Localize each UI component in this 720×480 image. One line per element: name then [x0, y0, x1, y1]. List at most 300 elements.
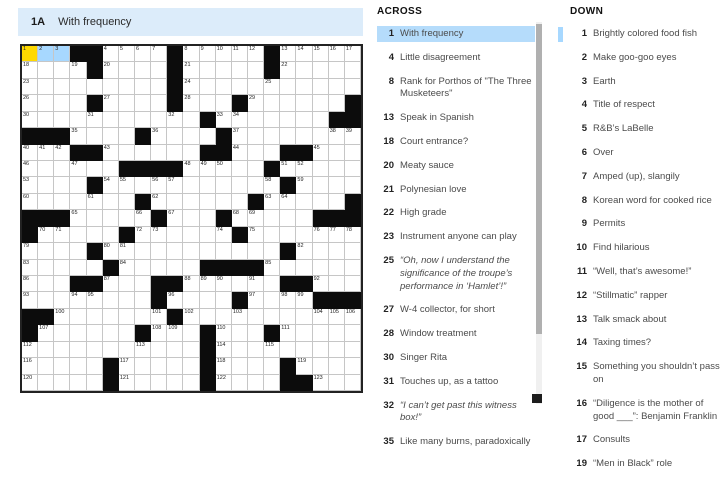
grid-cell[interactable]: [183, 128, 199, 144]
grid-cell[interactable]: [151, 227, 167, 243]
grid-cell[interactable]: [103, 342, 119, 358]
grid-cell[interactable]: [38, 342, 54, 358]
grid-cell[interactable]: [70, 260, 86, 276]
grid-cell[interactable]: [313, 177, 329, 193]
down-clue-12[interactable]: [570, 288, 720, 304]
grid-cell[interactable]: [119, 292, 135, 308]
grid-cell[interactable]: [296, 260, 312, 276]
grid-cell[interactable]: [248, 112, 264, 128]
grid-cell[interactable]: [54, 342, 70, 358]
grid-cell[interactable]: [167, 292, 183, 308]
grid-cell[interactable]: [22, 112, 38, 128]
grid-cell[interactable]: [135, 177, 151, 193]
grid-cell[interactable]: [232, 79, 248, 95]
grid-cell[interactable]: [103, 227, 119, 243]
grid-cell[interactable]: [248, 79, 264, 95]
grid-cell[interactable]: [200, 194, 216, 210]
grid-cell[interactable]: [183, 276, 199, 292]
grid-cell[interactable]: [200, 177, 216, 193]
grid-cell[interactable]: [103, 161, 119, 177]
grid-cell[interactable]: [135, 342, 151, 358]
grid-cell[interactable]: [167, 128, 183, 144]
grid-cell[interactable]: [183, 210, 199, 226]
grid-cell[interactable]: [22, 292, 38, 308]
grid-cell[interactable]: [232, 276, 248, 292]
grid-cell[interactable]: [216, 243, 232, 259]
grid-cell[interactable]: [54, 375, 70, 391]
grid-cell[interactable]: [280, 292, 296, 308]
grid-cell[interactable]: [264, 292, 280, 308]
crossword-grid[interactable]: [20, 44, 363, 393]
grid-cell[interactable]: [200, 161, 216, 177]
grid-cell[interactable]: [54, 358, 70, 374]
down-clue-7[interactable]: [570, 169, 720, 185]
down-clue-10[interactable]: [570, 240, 720, 256]
grid-cell[interactable]: [151, 145, 167, 161]
across-clue-18[interactable]: [377, 134, 535, 150]
grid-cell[interactable]: [313, 243, 329, 259]
grid-cell[interactable]: [248, 128, 264, 144]
grid-cell[interactable]: [264, 79, 280, 95]
grid-cell[interactable]: [313, 375, 329, 391]
across-clue-21[interactable]: [377, 182, 535, 198]
grid-cell[interactable]: [135, 309, 151, 325]
grid-cell[interactable]: [70, 128, 86, 144]
grid-cell[interactable]: [232, 145, 248, 161]
grid-cell[interactable]: [22, 342, 38, 358]
grid-cell[interactable]: [183, 309, 199, 325]
grid-cell[interactable]: [87, 325, 103, 341]
grid-cell[interactable]: [87, 227, 103, 243]
grid-cell[interactable]: [183, 342, 199, 358]
grid-cell[interactable]: [296, 46, 312, 62]
grid-cell[interactable]: [296, 161, 312, 177]
grid-cell[interactable]: [264, 375, 280, 391]
grid-cell[interactable]: [119, 375, 135, 391]
grid-cell[interactable]: [151, 325, 167, 341]
grid-cell[interactable]: [313, 358, 329, 374]
grid-cell[interactable]: [296, 309, 312, 325]
grid-cell[interactable]: [54, 95, 70, 111]
across-scrollbar[interactable]: [536, 22, 542, 404]
grid-cell[interactable]: [167, 210, 183, 226]
grid-cell[interactable]: [232, 325, 248, 341]
grid-cell[interactable]: [135, 145, 151, 161]
grid-cell[interactable]: [183, 112, 199, 128]
grid-cell[interactable]: [70, 325, 86, 341]
grid-cell[interactable]: [248, 62, 264, 78]
grid-cell[interactable]: [264, 309, 280, 325]
grid-cell[interactable]: [38, 260, 54, 276]
grid-cell[interactable]: [119, 309, 135, 325]
grid-cell[interactable]: [248, 227, 264, 243]
grid-cell[interactable]: [232, 243, 248, 259]
grid-cell[interactable]: [87, 128, 103, 144]
grid-cell[interactable]: [38, 276, 54, 292]
grid-cell[interactable]: [313, 62, 329, 78]
grid-cell[interactable]: [151, 375, 167, 391]
grid-cell[interactable]: [313, 309, 329, 325]
grid-cell[interactable]: [329, 79, 345, 95]
grid-cell[interactable]: [151, 177, 167, 193]
grid-cell[interactable]: [345, 79, 361, 95]
grid-cell[interactable]: [313, 128, 329, 144]
grid-cell[interactable]: [216, 161, 232, 177]
grid-cell[interactable]: [216, 194, 232, 210]
grid-cell[interactable]: [248, 309, 264, 325]
grid-cell[interactable]: [216, 46, 232, 62]
grid-cell[interactable]: [183, 62, 199, 78]
grid-cell[interactable]: [248, 292, 264, 308]
grid-cell[interactable]: [151, 358, 167, 374]
across-clue-22[interactable]: [377, 205, 535, 221]
grid-cell[interactable]: [151, 112, 167, 128]
grid-cell[interactable]: [38, 325, 54, 341]
grid-cell[interactable]: [87, 210, 103, 226]
grid-cell[interactable]: [345, 128, 361, 144]
down-clue-2[interactable]: [570, 50, 720, 66]
grid-cell[interactable]: [135, 276, 151, 292]
grid-cell[interactable]: [280, 342, 296, 358]
grid-cell[interactable]: [151, 309, 167, 325]
grid-cell[interactable]: [103, 325, 119, 341]
grid-cell[interactable]: [216, 62, 232, 78]
grid-cell[interactable]: [248, 210, 264, 226]
grid-cell[interactable]: [38, 161, 54, 177]
grid-cell[interactable]: [264, 128, 280, 144]
grid-cell[interactable]: [119, 194, 135, 210]
grid-cell[interactable]: [151, 62, 167, 78]
grid-cell[interactable]: [296, 128, 312, 144]
grid-cell[interactable]: [135, 358, 151, 374]
grid-cell[interactable]: [22, 194, 38, 210]
grid-cell[interactable]: [70, 95, 86, 111]
grid-cell[interactable]: [329, 325, 345, 341]
grid-cell[interactable]: [296, 358, 312, 374]
grid-cell[interactable]: [103, 243, 119, 259]
grid-cell[interactable]: [248, 145, 264, 161]
grid-cell[interactable]: [280, 309, 296, 325]
grid-cell[interactable]: [87, 309, 103, 325]
grid-cell[interactable]: [329, 309, 345, 325]
grid-cell[interactable]: [280, 128, 296, 144]
grid-cell[interactable]: [22, 161, 38, 177]
grid-cell[interactable]: [264, 243, 280, 259]
grid-cell[interactable]: [119, 95, 135, 111]
grid-cell[interactable]: [135, 210, 151, 226]
grid-cell[interactable]: [183, 292, 199, 308]
across-clue-23[interactable]: [377, 229, 535, 245]
grid-cell[interactable]: [296, 342, 312, 358]
grid-cell[interactable]: [200, 46, 216, 62]
grid-cell[interactable]: [280, 227, 296, 243]
grid-cell[interactable]: [22, 177, 38, 193]
grid-cell[interactable]: [329, 161, 345, 177]
grid-cell[interactable]: [345, 342, 361, 358]
grid-cell[interactable]: [313, 260, 329, 276]
grid-cell[interactable]: [183, 95, 199, 111]
grid-cell[interactable]: [264, 210, 280, 226]
grid-cell[interactable]: [313, 276, 329, 292]
grid-cell[interactable]: [216, 95, 232, 111]
grid-cell[interactable]: [119, 145, 135, 161]
grid-cell[interactable]: [38, 145, 54, 161]
grid-cell[interactable]: [183, 325, 199, 341]
grid-cell[interactable]: [103, 112, 119, 128]
grid-cell[interactable]: [167, 260, 183, 276]
grid-cell[interactable]: [313, 46, 329, 62]
grid-cell[interactable]: [38, 227, 54, 243]
grid-cell[interactable]: [216, 227, 232, 243]
grid-cell[interactable]: [70, 309, 86, 325]
grid-cell[interactable]: [70, 112, 86, 128]
grid-cell[interactable]: [87, 161, 103, 177]
grid-cell[interactable]: [167, 358, 183, 374]
grid-cell[interactable]: [54, 177, 70, 193]
grid-cell[interactable]: [232, 358, 248, 374]
grid-cell[interactable]: [264, 145, 280, 161]
grid-cell[interactable]: [329, 62, 345, 78]
grid-cell[interactable]: [70, 227, 86, 243]
grid-cell[interactable]: [135, 243, 151, 259]
grid-cell[interactable]: [200, 95, 216, 111]
grid-cell[interactable]: [329, 227, 345, 243]
across-clue-27[interactable]: [377, 302, 535, 318]
grid-cell[interactable]: [216, 342, 232, 358]
grid-cell[interactable]: [103, 276, 119, 292]
grid-cell[interactable]: [264, 194, 280, 210]
grid-cell[interactable]: [296, 112, 312, 128]
grid-cell[interactable]: [135, 260, 151, 276]
grid-cell[interactable]: [135, 227, 151, 243]
grid-cell[interactable]: [200, 62, 216, 78]
grid-cell[interactable]: [345, 260, 361, 276]
down-clue-16[interactable]: [570, 396, 720, 425]
grid-cell[interactable]: [296, 177, 312, 193]
grid-cell[interactable]: [135, 62, 151, 78]
down-clue-15[interactable]: [570, 359, 720, 388]
grid-cell[interactable]: [22, 79, 38, 95]
grid-cell[interactable]: [38, 243, 54, 259]
grid-cell[interactable]: [280, 194, 296, 210]
grid-cell[interactable]: [183, 260, 199, 276]
grid-cell[interactable]: [135, 375, 151, 391]
grid-cell[interactable]: [70, 342, 86, 358]
grid-cell[interactable]: [87, 358, 103, 374]
grid-cell[interactable]: [119, 342, 135, 358]
grid-cell[interactable]: [329, 342, 345, 358]
grid-cell[interactable]: [38, 46, 54, 62]
grid-cell[interactable]: [296, 79, 312, 95]
grid-cell[interactable]: [38, 177, 54, 193]
grid-cell[interactable]: [119, 62, 135, 78]
grid-cell[interactable]: [119, 358, 135, 374]
grid-cell[interactable]: [313, 227, 329, 243]
grid-cell[interactable]: [313, 145, 329, 161]
grid-cell[interactable]: [329, 375, 345, 391]
grid-cell[interactable]: [38, 375, 54, 391]
grid-cell[interactable]: [87, 342, 103, 358]
grid-cell[interactable]: [103, 95, 119, 111]
grid-cell[interactable]: [313, 95, 329, 111]
grid-cell[interactable]: [22, 46, 38, 62]
grid-cell[interactable]: [103, 145, 119, 161]
grid-cell[interactable]: [232, 375, 248, 391]
grid-cell[interactable]: [313, 79, 329, 95]
across-clue-8[interactable]: [377, 74, 535, 103]
grid-cell[interactable]: [38, 358, 54, 374]
grid-cell[interactable]: [183, 358, 199, 374]
grid-cell[interactable]: [232, 342, 248, 358]
grid-cell[interactable]: [200, 309, 216, 325]
grid-cell[interactable]: [280, 46, 296, 62]
grid-cell[interactable]: [183, 161, 199, 177]
grid-cell[interactable]: [38, 194, 54, 210]
across-clue-30[interactable]: [377, 350, 535, 366]
across-scrollbar-thumb[interactable]: [536, 24, 542, 334]
grid-cell[interactable]: [54, 145, 70, 161]
grid-cell[interactable]: [70, 62, 86, 78]
down-clue-3[interactable]: [570, 74, 720, 90]
grid-cell[interactable]: [200, 210, 216, 226]
grid-cell[interactable]: [345, 243, 361, 259]
grid-cell[interactable]: [248, 375, 264, 391]
grid-cell[interactable]: [280, 62, 296, 78]
grid-cell[interactable]: [264, 95, 280, 111]
grid-cell[interactable]: [264, 112, 280, 128]
grid-cell[interactable]: [248, 46, 264, 62]
grid-cell[interactable]: [103, 194, 119, 210]
grid-cell[interactable]: [87, 112, 103, 128]
grid-cell[interactable]: [135, 292, 151, 308]
grid-cell[interactable]: [22, 375, 38, 391]
grid-cell[interactable]: [103, 309, 119, 325]
down-clue-14[interactable]: [570, 335, 720, 351]
grid-cell[interactable]: [345, 177, 361, 193]
grid-cell[interactable]: [38, 112, 54, 128]
grid-cell[interactable]: [183, 79, 199, 95]
grid-cell[interactable]: [313, 325, 329, 341]
grid-cell[interactable]: [183, 145, 199, 161]
grid-cell[interactable]: [167, 177, 183, 193]
grid-cell[interactable]: [87, 260, 103, 276]
grid-cell[interactable]: [54, 243, 70, 259]
grid-cell[interactable]: [200, 292, 216, 308]
down-clue-9[interactable]: [570, 216, 720, 232]
grid-cell[interactable]: [248, 342, 264, 358]
grid-cell[interactable]: [151, 194, 167, 210]
grid-cell[interactable]: [345, 309, 361, 325]
grid-cell[interactable]: [70, 177, 86, 193]
grid-cell[interactable]: [296, 95, 312, 111]
grid-cell[interactable]: [38, 62, 54, 78]
grid-cell[interactable]: [296, 194, 312, 210]
grid-cell[interactable]: [103, 177, 119, 193]
grid-cell[interactable]: [248, 177, 264, 193]
grid-cell[interactable]: [296, 62, 312, 78]
grid-cell[interactable]: [313, 194, 329, 210]
grid-cell[interactable]: [183, 375, 199, 391]
across-clue-4[interactable]: [377, 50, 535, 66]
grid-cell[interactable]: [345, 46, 361, 62]
grid-cell[interactable]: [103, 128, 119, 144]
grid-cell[interactable]: [248, 358, 264, 374]
down-clue-1[interactable]: [570, 26, 720, 42]
grid-cell[interactable]: [232, 46, 248, 62]
grid-cell[interactable]: [345, 358, 361, 374]
grid-cell[interactable]: [329, 46, 345, 62]
grid-cell[interactable]: [216, 292, 232, 308]
grid-cell[interactable]: [87, 375, 103, 391]
grid-cell[interactable]: [54, 46, 70, 62]
grid-cell[interactable]: [54, 79, 70, 95]
grid-cell[interactable]: [329, 276, 345, 292]
grid-cell[interactable]: [22, 276, 38, 292]
grid-cell[interactable]: [200, 243, 216, 259]
grid-cell[interactable]: [296, 227, 312, 243]
grid-cell[interactable]: [264, 227, 280, 243]
grid-cell[interactable]: [22, 145, 38, 161]
grid-cell[interactable]: [248, 95, 264, 111]
grid-cell[interactable]: [216, 358, 232, 374]
across-clue-13[interactable]: [377, 110, 535, 126]
grid-cell[interactable]: [54, 276, 70, 292]
grid-cell[interactable]: [167, 145, 183, 161]
grid-cell[interactable]: [329, 194, 345, 210]
grid-cell[interactable]: [151, 342, 167, 358]
grid-cell[interactable]: [119, 79, 135, 95]
grid-cell[interactable]: [70, 79, 86, 95]
grid-cell[interactable]: [151, 128, 167, 144]
grid-cell[interactable]: [280, 210, 296, 226]
grid-cell[interactable]: [183, 194, 199, 210]
grid-cell[interactable]: [167, 227, 183, 243]
grid-cell[interactable]: [216, 79, 232, 95]
grid-cell[interactable]: [232, 62, 248, 78]
grid-cell[interactable]: [264, 342, 280, 358]
grid-cell[interactable]: [103, 210, 119, 226]
grid-cell[interactable]: [54, 292, 70, 308]
grid-cell[interactable]: [38, 79, 54, 95]
grid-cell[interactable]: [329, 243, 345, 259]
grid-cell[interactable]: [248, 325, 264, 341]
grid-cell[interactable]: [232, 194, 248, 210]
grid-cell[interactable]: [200, 227, 216, 243]
grid-cell[interactable]: [22, 243, 38, 259]
grid-cell[interactable]: [54, 161, 70, 177]
grid-cell[interactable]: [119, 112, 135, 128]
grid-cell[interactable]: [70, 358, 86, 374]
grid-cell[interactable]: [183, 227, 199, 243]
grid-cell[interactable]: [151, 79, 167, 95]
down-clue-8[interactable]: [570, 193, 720, 209]
grid-cell[interactable]: [264, 177, 280, 193]
grid-cell[interactable]: [151, 95, 167, 111]
grid-cell[interactable]: [54, 325, 70, 341]
grid-cell[interactable]: [70, 161, 86, 177]
grid-cell[interactable]: [345, 325, 361, 341]
grid-cell[interactable]: [167, 375, 183, 391]
grid-cell[interactable]: [167, 325, 183, 341]
across-clue-31[interactable]: [377, 374, 535, 390]
grid-cell[interactable]: [167, 243, 183, 259]
across-scrollbar-end[interactable]: [532, 394, 542, 403]
grid-cell[interactable]: [280, 79, 296, 95]
grid-cell[interactable]: [135, 79, 151, 95]
grid-cell[interactable]: [151, 46, 167, 62]
grid-cell[interactable]: [280, 161, 296, 177]
grid-cell[interactable]: [87, 292, 103, 308]
